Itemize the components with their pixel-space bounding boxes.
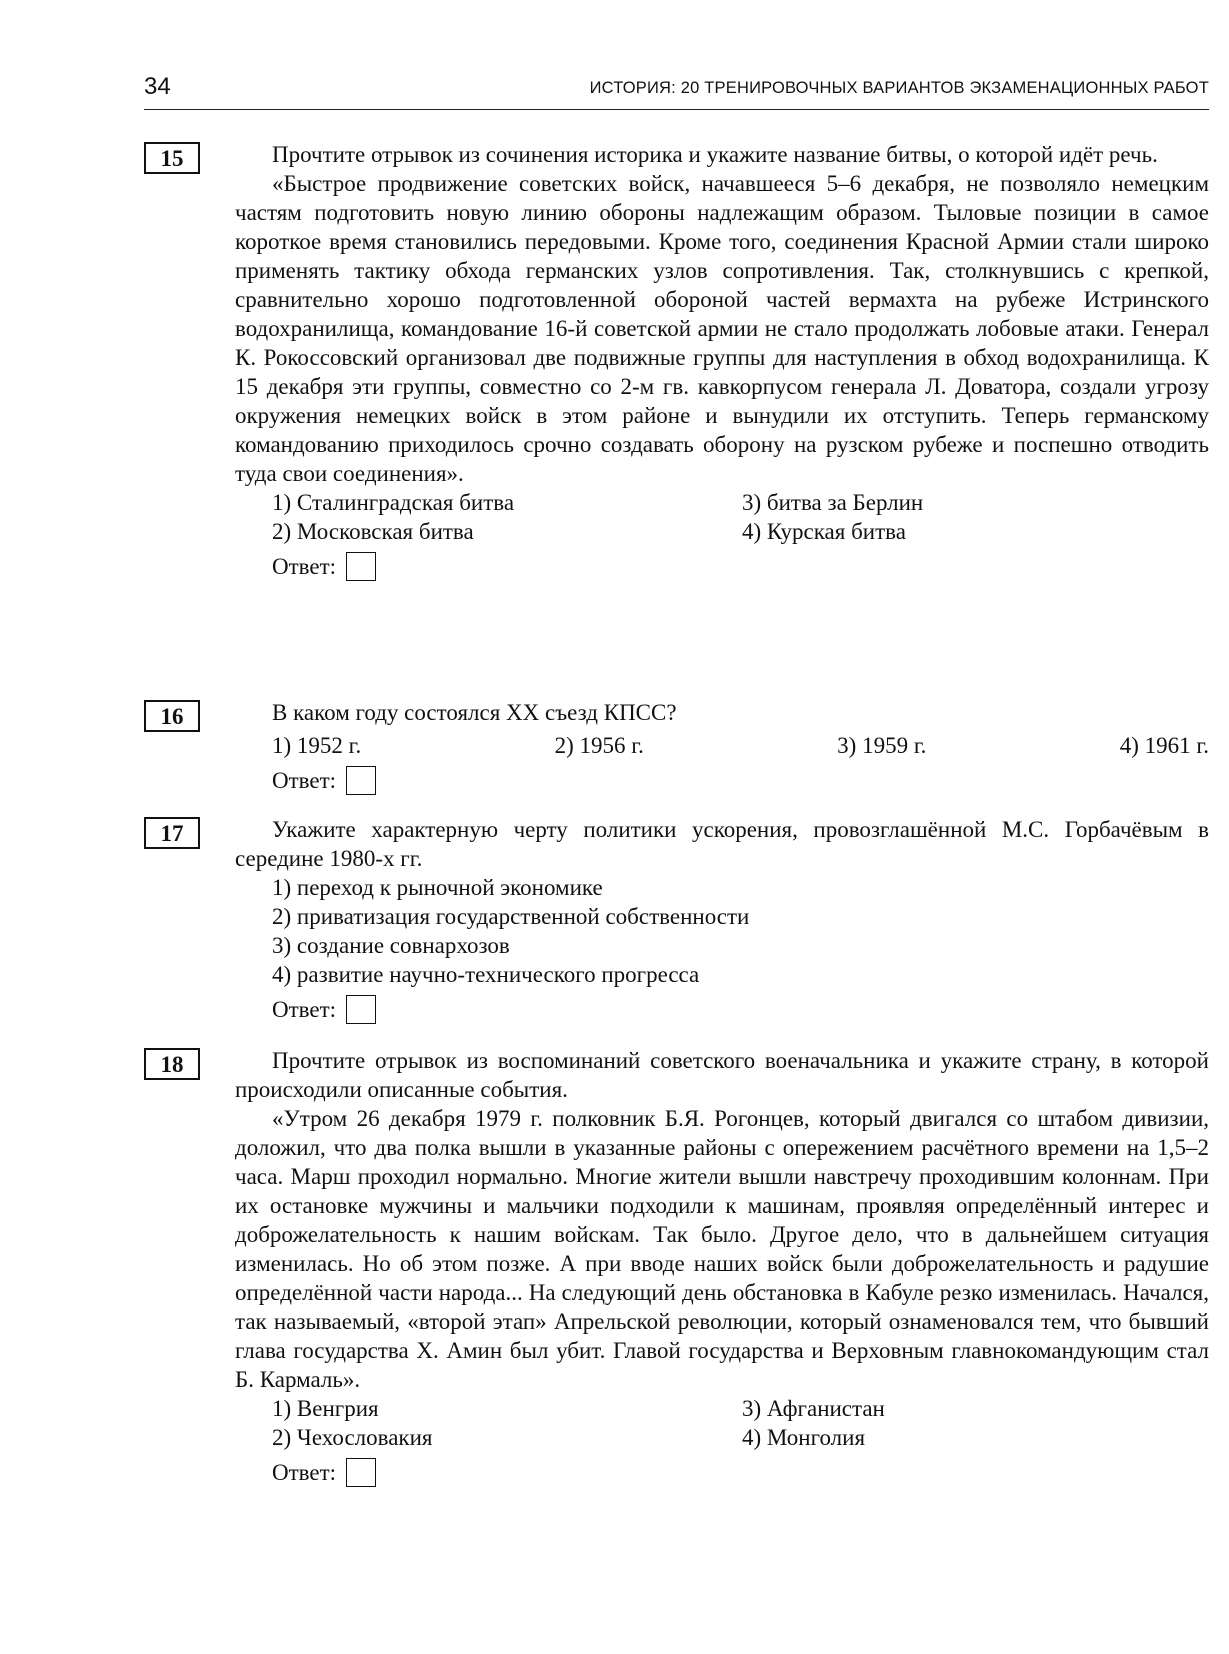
- task-question: Укажите характерную черту политики ускорения, провозглашённой М.С. Горбачёвым в середине 1980-х гг.: [235, 817, 1209, 871]
- task-excerpt: «Утром 26 декабря 1979 г. полковник Б.Я. Рогонцев, который двигался со штабом дивизии, доложил, что два полка вышли в указанные районы с опережением расчётного времени на 1,5–2 часа. Марш проходил нормально. Многие жители вышли навстречу проходившим колоннам. При их остановке мужчины и мальчики подходили к машинам, проявляя определённый интерес и доброжелательность к нашим войскам. Так было. Другое дело, что в дальнейшем ситуация изменилась. Но об этом позже. А при вводе наших войск были доброжелательность и радушие определённой части народа... На следующий день обстановка в Кабуле резко изменилась. Начался, так называемый, «второй этап» Апрельской революции, который ознаменовался тем, что бывший глава государства Х. Амин был убит. Главой государства и Верховным главнокомандующим стал Б. Кармаль».: [235, 1106, 1209, 1392]
- option-4: 4) Курская битва: [742, 519, 906, 544]
- task-content: [235, 698, 1209, 796]
- answer-box[interactable]: [346, 1458, 376, 1487]
- task-number-box: 17: [144, 817, 200, 849]
- task-number-box: 16: [144, 700, 200, 732]
- answer-options: [235, 1394, 1209, 1452]
- task-number-box: 15: [144, 142, 200, 174]
- task-question: Прочтите отрывок из сочинения историка и укажите название битвы, о которой идёт речь.: [272, 142, 1158, 167]
- task-content: [235, 140, 1209, 582]
- page-header: [144, 73, 1209, 110]
- answer-row: [235, 764, 1209, 796]
- answer-row: [235, 993, 1209, 1025]
- option-2: 2) приватизация государственной собственности: [272, 904, 750, 929]
- answer-label: Ответ:: [272, 1459, 337, 1485]
- option-3: 3) Афганистан: [742, 1396, 885, 1421]
- option-1: 1) Сталинградская битва: [272, 490, 515, 515]
- answer-row: [235, 1456, 1209, 1488]
- task-question: Прочтите отрывок из воспоминаний советского военачальника и укажите страну, в которой происходили описанные события.: [235, 1048, 1209, 1102]
- answer-options: [235, 731, 1209, 760]
- answer-box[interactable]: [346, 766, 376, 795]
- answer-options: [235, 488, 1209, 546]
- option-3: 3) битва за Берлин: [742, 490, 924, 515]
- answer-box[interactable]: [346, 552, 376, 581]
- option-1: 1) 1952 г.: [272, 733, 362, 758]
- option-1: 1) переход к рыночной экономике: [272, 875, 603, 900]
- option-1: 1) Венгрия: [272, 1396, 379, 1421]
- task-content: [235, 1046, 1209, 1488]
- option-2: 2) 1956 г.: [554, 733, 644, 758]
- task-content: [235, 815, 1209, 1025]
- option-3: 3) создание совнархозов: [272, 933, 510, 958]
- running-title: ИСТОРИЯ: 20 ТРЕНИРОВОЧНЫХ ВАРИАНТОВ ЭКЗАМЕНАЦИОННЫХ РАБОТ: [589, 79, 1209, 97]
- option-4: 4) 1961 г.: [1119, 733, 1209, 758]
- option-4: 4) развитие научно-технического прогресса: [272, 962, 700, 987]
- answer-label: Ответ:: [272, 553, 337, 579]
- answer-label: Ответ:: [272, 996, 337, 1022]
- answer-options: [235, 873, 1209, 989]
- answer-label: Ответ:: [272, 767, 337, 793]
- answer-row: [235, 550, 1209, 582]
- option-4: 4) Монголия: [742, 1425, 866, 1450]
- answer-box[interactable]: [346, 995, 376, 1024]
- option-3: 3) 1959 г.: [837, 733, 927, 758]
- task-number-box: 18: [144, 1048, 200, 1080]
- option-2: 2) Чехословакия: [272, 1425, 433, 1450]
- task-excerpt: «Быстрое продвижение советских войск, начавшееся 5–6 декабря, не позволяло немецким частям подготовить новую линию обороны надлежащим образом. Тыловые позиции в самое короткое время становились передовыми. Кроме того, соединения Красной Армии стали широко применять тактику обхода германских узлов сопротивления. Так, столкнувшись с крепкой, сравнительно хорошо подготовленной обороной частей вермахта на рубеже Истринского водохранилища, командование 16-й советской армии не стало продолжать лобовые атаки. Генерал К. Рокоссовский организовал две подвижные группы для наступления в обход водохранилища. К 15 декабря эти группы, совместно со 2-м гв. кавкорпусом генерала Л. Доватора, создали угрозу окружения немецких войск в этом районе и вынудили их отступить. Теперь германскому командованию приходилось срочно создавать оборону на рузском рубеже и поспешно отводить туда свои соединения».: [235, 171, 1209, 486]
- page-number: 34: [144, 73, 171, 100]
- option-2: 2) Московская битва: [272, 519, 474, 544]
- task-question: В каком году состоялся XX съезд КПСС?: [272, 700, 677, 725]
